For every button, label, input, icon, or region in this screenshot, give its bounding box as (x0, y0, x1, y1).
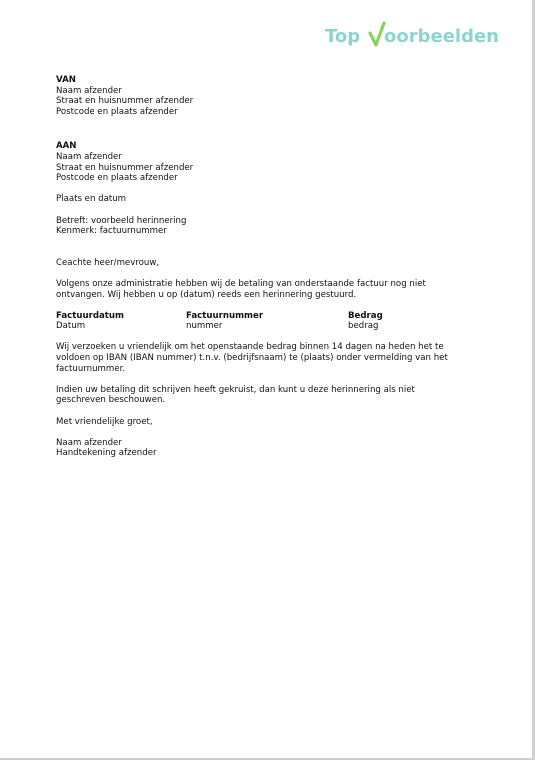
aan-heading: AAN (56, 141, 77, 152)
van-postcode: Postcode en plaats afzender (56, 106, 178, 117)
topvoorbeelden-logo (325, 24, 499, 50)
header-factuurnummer: Factuurnummer (186, 310, 264, 321)
spacer (56, 374, 476, 385)
van-street: Straat en huisnummer afzender (56, 96, 194, 107)
cell-datum: Datum (56, 321, 86, 332)
cell-nummer: nummer (186, 321, 223, 332)
para3-line2: geschreven beschouwen. (56, 395, 166, 406)
aan-name: Naam afzender (56, 151, 122, 162)
salutation: Ceachte heer/mevrouw, (56, 257, 160, 268)
invoice-table-header (56, 311, 476, 322)
para2-line1: Wij verzoeken u vriendelijk om het openstaande bedrag binnen 14 dagen na heden het te (56, 342, 444, 353)
closing: Met vriendelijke groet, (56, 416, 153, 427)
para3-line1: Indien uw betaling dit schrijven heeft gekruist, dan kunt u deze herinnering als niet (56, 384, 415, 395)
para2-line2: voldoen op IBAN (IBAN nummer) t.n.v. (bedrijfsnaam) te (plaats) onder vermelding van het (56, 353, 448, 364)
spacer (56, 205, 476, 216)
signature-handtekening: Handtekening afzender (56, 448, 157, 459)
para1-line2: ontvangen. Wij hebben u op (datum) reeds een herinnering gestuurd. (56, 289, 357, 300)
spacer (56, 406, 476, 417)
letter-body (56, 75, 476, 459)
aan-street: Straat en huisnummer afzender (56, 162, 194, 173)
van-name: Naam afzender (56, 85, 122, 96)
spacer (56, 300, 476, 311)
kenmerk-line: Kenmerk: factuurnummer (56, 226, 167, 237)
header-factuurdatum: Factuurdatum (56, 310, 124, 321)
para1-line1: Volgens onze administratie hebben wij de betaling van onderstaande factuur nog niet (56, 278, 426, 289)
spacer (56, 427, 476, 438)
betreft-line: Betreft: voorbeeld herinnering (56, 215, 187, 226)
van-heading: VAN (56, 75, 76, 85)
spacer (56, 237, 476, 258)
header-bedrag: Bedrag (348, 310, 383, 321)
logo-text-left: Top (325, 26, 361, 47)
spacer (56, 332, 476, 343)
signature-name: Naam afzender (56, 437, 122, 448)
spacer (56, 268, 476, 279)
spacer (56, 117, 476, 141)
para2-line3: factuurnummer. (56, 363, 126, 374)
place-date: Plaats en datum (56, 194, 127, 205)
logo-text-right: oorbeelden (384, 26, 499, 47)
cell-bedrag: bedrag (348, 321, 379, 332)
aan-postcode: Postcode en plaats afzender (56, 173, 178, 184)
spacer (56, 184, 476, 195)
invoice-table-row (56, 321, 476, 332)
